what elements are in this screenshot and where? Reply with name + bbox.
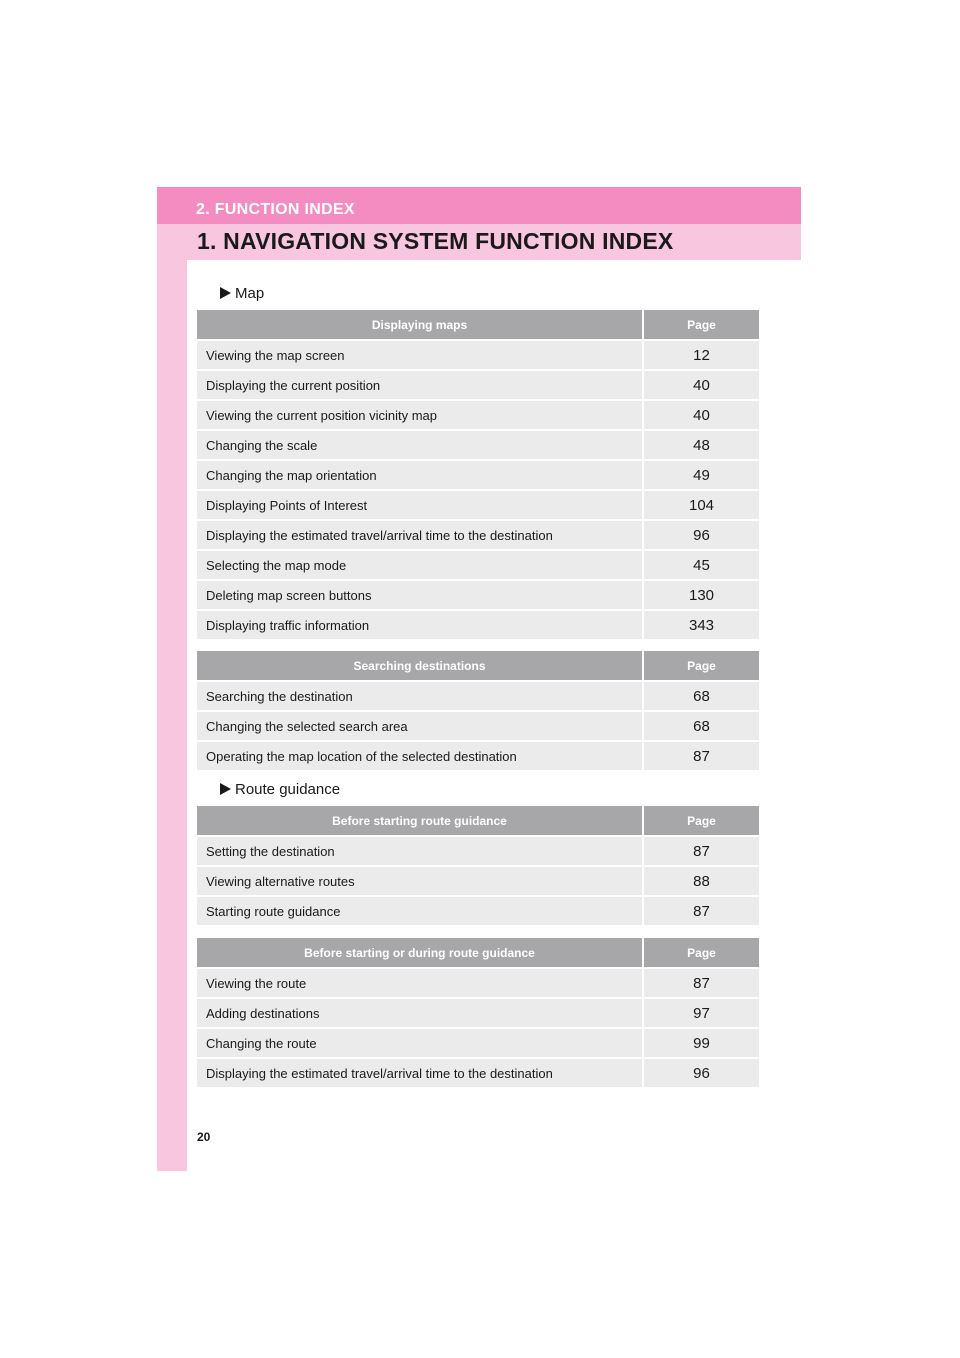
table-header-page: Page bbox=[643, 310, 759, 340]
index-table-during-route-guidance bbox=[197, 938, 759, 1087]
row-label: Adding destinations bbox=[197, 998, 643, 1028]
row-page: 87 bbox=[643, 741, 759, 770]
index-table-before-route-guidance bbox=[197, 806, 759, 925]
page-margin-strip bbox=[157, 187, 187, 1171]
table-row bbox=[197, 430, 759, 460]
row-label: Changing the selected search area bbox=[197, 711, 643, 741]
index-table-searching-destinations bbox=[197, 651, 759, 770]
row-label: Changing the route bbox=[197, 1028, 643, 1058]
row-label: Changing the map orientation bbox=[197, 460, 643, 490]
table-row bbox=[197, 998, 759, 1028]
subhead-map bbox=[220, 285, 264, 302]
row-label: Deleting map screen buttons bbox=[197, 580, 643, 610]
row-label: Viewing the current position vicinity map bbox=[197, 400, 643, 430]
row-label: Viewing alternative routes bbox=[197, 866, 643, 896]
row-page: 87 bbox=[643, 836, 759, 866]
row-label: Displaying the estimated travel/arrival time to the destination bbox=[197, 520, 643, 550]
table-row bbox=[197, 866, 759, 896]
table-header-page: Page bbox=[643, 806, 759, 836]
table-row bbox=[197, 580, 759, 610]
row-label: Viewing the map screen bbox=[197, 340, 643, 370]
row-page: 49 bbox=[643, 460, 759, 490]
table-header-label: Before starting route guidance bbox=[197, 806, 643, 836]
table-row bbox=[197, 741, 759, 770]
row-page: 130 bbox=[643, 580, 759, 610]
row-page: 97 bbox=[643, 998, 759, 1028]
row-label: Setting the destination bbox=[197, 836, 643, 866]
subhead-label: Route guidance bbox=[235, 781, 341, 798]
subhead-label: Map bbox=[235, 285, 265, 302]
row-label: Searching the destination bbox=[197, 681, 643, 711]
row-page: 87 bbox=[643, 896, 759, 925]
row-page: 88 bbox=[643, 866, 759, 896]
subhead-route-guidance bbox=[220, 781, 340, 798]
triangle-right-icon bbox=[220, 783, 231, 795]
row-label: Displaying traffic information bbox=[197, 610, 643, 639]
table-row bbox=[197, 681, 759, 711]
row-page: 40 bbox=[643, 400, 759, 430]
row-page: 12 bbox=[643, 340, 759, 370]
row-page: 99 bbox=[643, 1028, 759, 1058]
table-header-label: Searching destinations bbox=[197, 651, 643, 681]
table-header-page: Page bbox=[643, 651, 759, 681]
row-page: 96 bbox=[643, 520, 759, 550]
row-page: 96 bbox=[643, 1058, 759, 1087]
table-row bbox=[197, 836, 759, 866]
table-row bbox=[197, 370, 759, 400]
page-number: 20 bbox=[197, 1130, 211, 1144]
table-row bbox=[197, 1058, 759, 1087]
table-row bbox=[197, 896, 759, 925]
section-label: 2. FUNCTION INDEX bbox=[196, 201, 355, 218]
row-label: Selecting the map mode bbox=[197, 550, 643, 580]
table-row bbox=[197, 610, 759, 639]
table-row bbox=[197, 550, 759, 580]
row-label: Displaying Points of Interest bbox=[197, 490, 643, 520]
table-row bbox=[197, 1028, 759, 1058]
row-page: 48 bbox=[643, 430, 759, 460]
table-row bbox=[197, 340, 759, 370]
table-header-page: Page bbox=[643, 938, 759, 968]
table-row bbox=[197, 711, 759, 741]
row-label: Displaying the estimated travel/arrival time to the destination bbox=[197, 1058, 643, 1087]
table-header-label: Before starting or during route guidance bbox=[197, 938, 643, 968]
row-page: 87 bbox=[643, 968, 759, 998]
table-row bbox=[197, 490, 759, 520]
row-label: Changing the scale bbox=[197, 430, 643, 460]
row-page: 45 bbox=[643, 550, 759, 580]
table-row bbox=[197, 460, 759, 490]
row-page: 68 bbox=[643, 711, 759, 741]
table-row bbox=[197, 400, 759, 430]
row-label: Displaying the current position bbox=[197, 370, 643, 400]
row-label: Viewing the route bbox=[197, 968, 643, 998]
page-title: 1. NAVIGATION SYSTEM FUNCTION INDEX bbox=[197, 228, 674, 254]
table-row bbox=[197, 968, 759, 998]
row-page: 68 bbox=[643, 681, 759, 711]
row-label: Operating the map location of the selected destination bbox=[197, 741, 643, 770]
row-page: 343 bbox=[643, 610, 759, 639]
row-page: 40 bbox=[643, 370, 759, 400]
table-header-label: Displaying maps bbox=[197, 310, 643, 340]
row-page: 104 bbox=[643, 490, 759, 520]
triangle-right-icon bbox=[220, 287, 231, 299]
index-table-displaying-maps bbox=[197, 310, 759, 639]
table-row bbox=[197, 520, 759, 550]
row-label: Starting route guidance bbox=[197, 896, 643, 925]
